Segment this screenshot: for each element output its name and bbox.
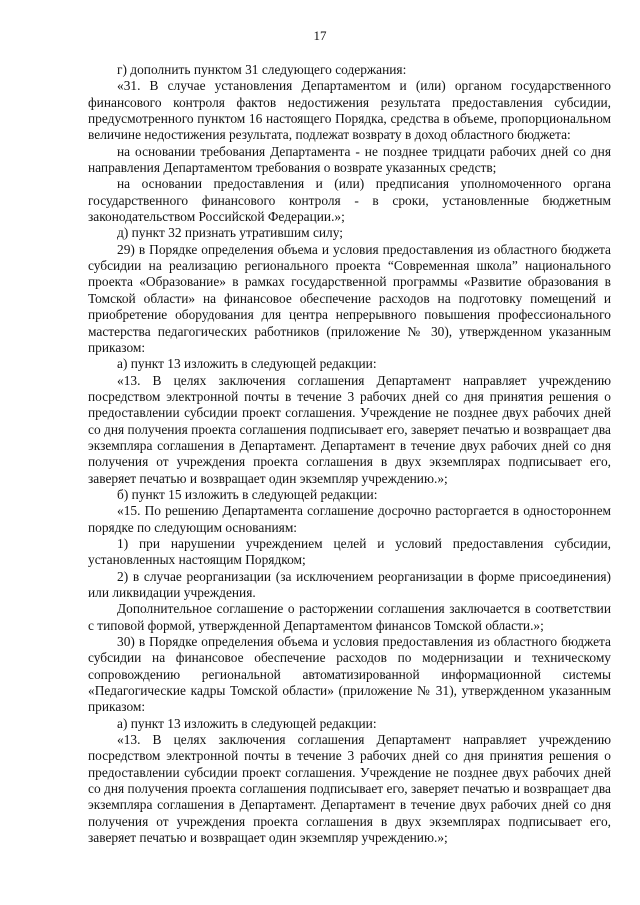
paragraph-point-31: «31. В случае установления Департаментом и (или) органом государственного финансового контроля фактов недостижения результата предоставления субсидии, предусмотренного пунктом 16 настоящего Порядка, средства в объеме, пропорциональном величине недостижения результата, подлежат возврату в доход областного бюджета: [88, 78, 611, 143]
paragraph-termination-agreement: Дополнительное соглашение о расторжении соглашения заключается в соответствии с типовой формой, утвержденной Департаментом финансов Томской области.»; [88, 601, 611, 633]
paragraph-30: 30) в Порядке определения объема и условия предоставления из областного бюджета субсидии на финансовое обеспечение расходов по модернизации и техническому сопровождению региональной автоматизированной информационной системы «Педагогические кадры Томской области» (приложение № 31), утвержденном указанным приказом: [88, 634, 611, 715]
paragraph-ground-2: 2) в случае реорганизации (за исключением реорганизации в форме присоединения) или ликвидации учреждения. [88, 568, 611, 600]
paragraph-point-13-text-second: «13. В целях заключения соглашения Департамент направляет учреждению посредством электронной почты в течение 3 рабочих дней со дня принятия решения о предоставлении субсидии проект соглашения. Учреждение не позднее двух рабочих дней со дня получения проекта соглашения подписывает его, заверяет печатью и возвращает два экземпляра соглашения в Департамент. Департамент в течение двух рабочих дней со дня получения от учреждения проекта соглашения в двух экземплярах подписывает его, заверяет печатью и возвращает один экземпляр учреждению.»; [88, 732, 611, 846]
paragraph-ground-1: 1) при нарушении учреждением целей и условий предоставления субсидии, установленных настоящим Порядком; [88, 535, 611, 568]
paragraph-g-add-point-31: г) дополнить пунктом 31 следующего содержания: [117, 62, 407, 77]
paragraph-29: 29) в Порядке определения объема и условия предоставления из областного бюджета субсидии на реализацию регионального проекта “Современная школа” национального проекта «Образование» в рамках государственной программы «Развитие образования в Томской области» на финансовое обеспечение расходов на подготовку помещений и приобретение оборудования для центра непрерывного повышения профессионального мастерства педагогических работников (приложение № 30), утвержденном указанным приказом: [88, 241, 611, 355]
paragraph-point-15-text: «15. По решению Департамента соглашение досрочно расторгается в одностороннем порядке по следующим основаниям: [88, 503, 611, 535]
paragraph-department-requirement: на основании требования Департамента - не позднее тридцати рабочих дней со дня направления Департаментом требования о возврате указанных средств; [88, 143, 611, 176]
paragraph-d-point-32: д) пункт 32 признать утратившим силу; [117, 225, 343, 241]
paragraph-point-13-text: «13. В целях заключения соглашения Департамент направляет учреждению посредством электронной почты в течение 3 рабочих дней со дня принятия решения о предоставлении субсидии проект соглашения. Учреждение не позднее двух рабочих дней со дня получения проекта соглашения подписывает его, заверяет печатью и возвращает два экземпляра соглашения в Департамент. Департамент в течение двух рабочих дней со дня получения от учреждения проекта соглашения в двух экземплярах подписывает его, заверяет печатью и возвращает один экземпляр учреждению.»; [88, 372, 611, 486]
paragraph-b-point-15: б) пункт 15 изложить в следующей редакции: [117, 486, 378, 502]
paragraph-a-point-13: а) пункт 13 изложить в следующей редакции: [117, 356, 377, 372]
paragraph-control-prescription: на основании предоставления и (или) предписания уполномоченного органа государственного финансового контроля - в сроки, установленные бюджетным законодательством Российской Федерации.»; [88, 176, 611, 225]
document-body [88, 62, 611, 847]
page-number: 17 [313, 28, 327, 43]
paragraph-a-point-13-second: а) пункт 13 изложить в следующей редакции: [117, 715, 377, 731]
